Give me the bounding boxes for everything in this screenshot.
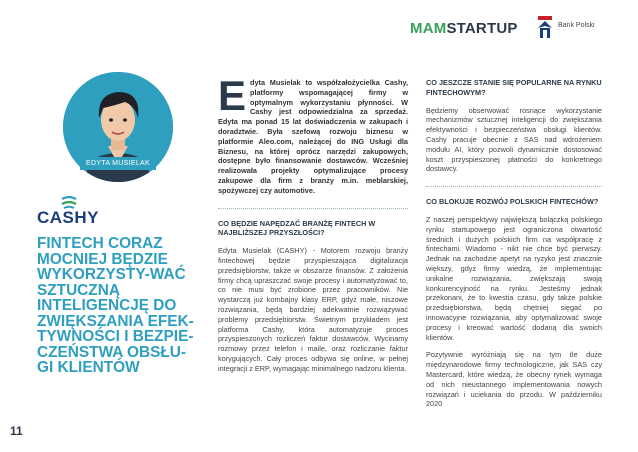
- answer-paragraph: Edyta Musielak (CASHY) - Motorem rozwoju branży fintechowej będzie przyspieszająca digitalizacja przedsiębiorstw, także w obszarze finansów. Z założenia firmy chcą upraszczać swoje procesy i automatyzować to, co nie musi być zrobione przez pracowników. Nie wystarczą już kombajny klasy ERP, gdyż małe, niszowe rozwiązania, będą bardziej adekwatnie rozwiązywać problemy przedsiębiorstw. Świetnym przykładem jest platforma Cashy, która automatyzuje proces przyspieszonych rozliczeń faktur dostawców. Wycinamy rozmowy przez telefon i maile, oraz rozliczanie faktur korygujących. Cały proces odbywa się online, w pełnej integracji z ERP, wymagając minimalnego nadzoru klienta.: [218, 246, 408, 373]
- answer-paragraph: Pozytywnie wyróżniają się na tym tle duże międzynarodowe firmy technologiczne, jak SAS czy Mastercard, które wiedzą, że obecny rynek wymaga od nich nieustannego implementowania nowych rozwiązań i uciekania do przodu. W październiku 2020: [426, 350, 602, 409]
- page-number: 11: [10, 424, 23, 438]
- divider: [218, 208, 408, 209]
- divider: [426, 186, 602, 187]
- mamstartup-logo: [410, 20, 518, 37]
- column-1: [218, 72, 408, 382]
- cashy-logo: CASHY: [37, 208, 100, 227]
- name-badge: EDYTA MUSIELAK: [80, 157, 156, 170]
- bank-emblem-icon: [536, 16, 554, 40]
- question-heading: CO BĘDZIE NAPĘDZAĆ BRANŻĘ FINTECH W NAJBLIŻSZEJ PRZYSZŁOŚCI?: [218, 218, 376, 238]
- answer-paragraph: Będziemy obserwować rosnące wykorzystanie mechanizmów sztucznej inteligencji do zwiększania efektywności i bezpieczeństwa obsługi klientów. Cashy pracuje obecnie z SAS nad wdrożeniem modułu AI, który pozwoli dynamicznie dostosować koszt przyspieszonej płatności do konkretnego dostawcy.: [426, 105, 602, 174]
- bank-label: Bank Polski: [558, 22, 595, 29]
- question-heading: CO BLOKUJE ROZWÓJ POLSKICH FINTECHÓW?: [426, 197, 599, 207]
- intro-paragraph: [218, 72, 408, 196]
- bank-logo: [536, 14, 608, 42]
- brand-part1: MAM: [410, 20, 447, 37]
- brand-part2: STARTUP: [446, 20, 518, 37]
- answer-paragraph: Z naszej perspektywy największą bolączką polskiego rynku startupowego jest ograniczona otwartość średnich i dużych polskich firm na współpracę z fintechami. Wiadomo - nikt nie chce być pierwszy. Jednak na zachodzie apetyt na ryzyko jest znacznie większy, gdyż firmy wiedzą, że implementując unikalne rozwiązania, zwiększają swoją konkurencyjność na rynku. Jesteśmy jednak przekonani, że to kwestia czasu, gdy także polskie przedsiębiorstwa, będą chętniej sięgać po innowacyjne rozwiązania, aby optymalizować swoje procesy i kreować wartość dodaną dla swoich klientów.: [426, 214, 602, 342]
- column-2: [426, 78, 602, 417]
- headline: FINTECH CORAZ MOCNIEJ BĘDZIE WYKORZYSTY-WAĆ SZTUCZNĄ INTELIGENCJĘ DO ZWIĘKSZANIA EFEK-TYWNOŚCI I BEZPIE-CZEŃSTWA OBSŁU-GI KLIENTÓW: [37, 235, 194, 376]
- question-heading: CO JESZCZE STANIE SIĘ POPULARNE NA RYNKU FINTECHOWYM?: [426, 78, 602, 97]
- dropcap: E: [218, 72, 247, 119]
- intro-text: dyta Musielak to współzałożycielka Cashy, platformy wspomagającej firmy w optymalnym wykorzystaniu płynności. W Cashy jest odpowiedzialna za sprzedaż. Edyta ma ponad 15 lat doświadczenia w zakupach i doradztwie. Była szefową rozwoju biznesu w platformie Aleo.com, należącej do ING Usługi dla Biznesu, na której oprócz narzędzi zakupowych, dostępne było finansowanie dostawców. Wcześniej realizowała projekty optymalizujące procesy zakupowe dla firm z branży m.in. meblarskiej, spożywczej czy automotive.: [218, 78, 408, 195]
